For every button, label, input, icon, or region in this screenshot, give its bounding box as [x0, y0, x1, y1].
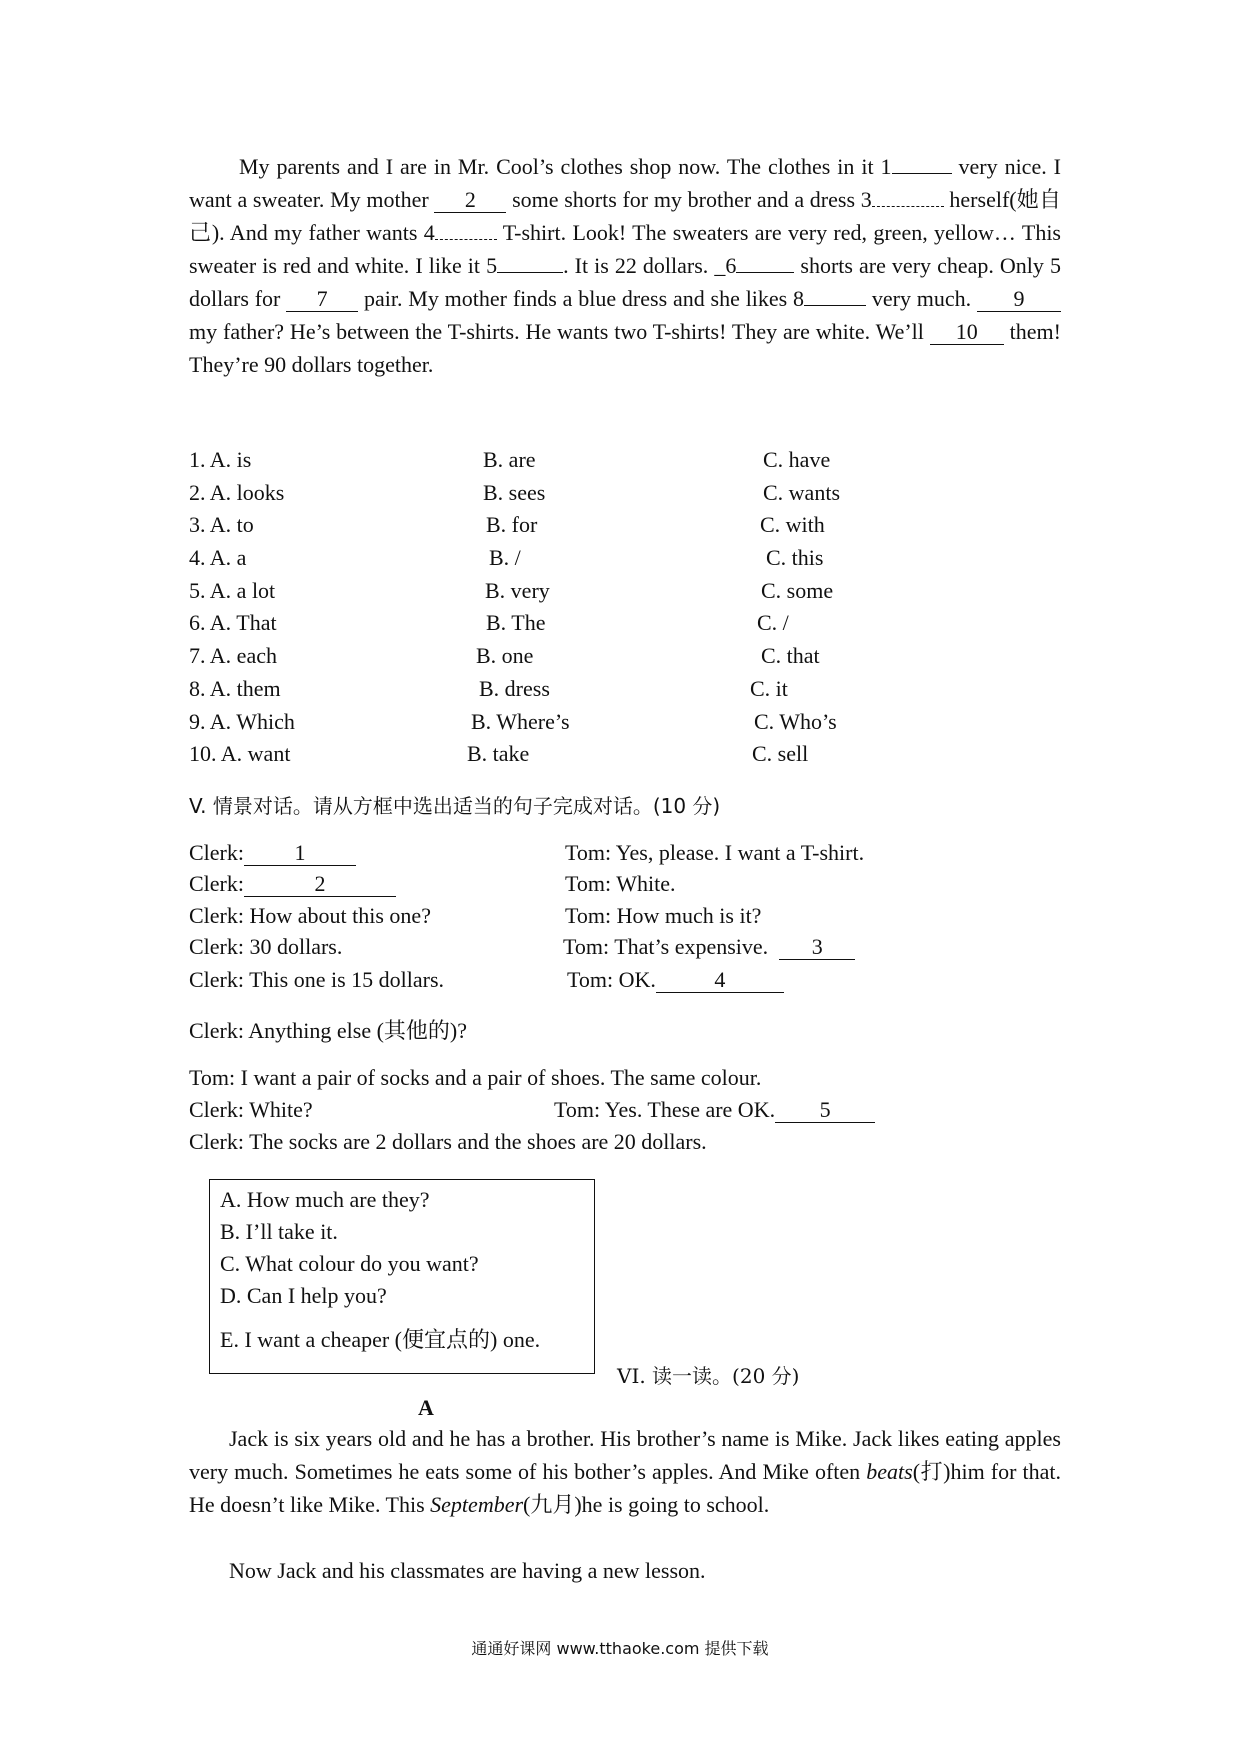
blank-5 [497, 272, 563, 273]
choice-c: C. What colour do you want? [220, 1251, 479, 1276]
dialogue-clerk-6: Clerk: Anything else (其他的)? [189, 1018, 468, 1043]
option-row: 7. A. each B. one C. that [189, 643, 820, 669]
reading-paragraph-1: Jack is six years old and he has a brother. His brother’s name is Mike. Jack likes eating apples very much. Sometimes he eats some of his bother’s apples. And Mike often beats(打)him for that. He doesn’t like Mike. This September(九月)he is going to school. [189, 1426, 1061, 1517]
dialogue-clerk-7: Clerk: White? [189, 1097, 313, 1122]
blank-3 [872, 206, 944, 207]
blank-9: 9 [977, 287, 1061, 312]
dialogue-blank-5: 5 [775, 1098, 875, 1123]
option-row: 9. A. Which B. Where’s C. Who’s [189, 708, 837, 734]
answer-choices-box [209, 1179, 595, 1374]
dialogue-blank-2: 2 [244, 872, 396, 897]
option-row: 1. A. is B. are C. have [189, 447, 831, 472]
dialogue-clerk-2: Clerk: 2 [189, 869, 396, 899]
dialogue-tom-3: Tom: How much is it? [565, 903, 762, 928]
choice-b: B. I’ll take it. [220, 1219, 338, 1244]
dialogue-clerk-5: Clerk: This one is 15 dollars. [189, 967, 445, 992]
choice-a: A. How much are they? [220, 1187, 430, 1212]
dialogue-blank-3: 3 [779, 935, 855, 960]
option-row: 5. A. a lot B. very C. some [189, 577, 834, 603]
page-footer: 通通好课网 www.tthaoke.com 提供下载 [471, 1639, 769, 1658]
dialogue-clerk-8: Clerk: The socks are 2 dollars and the shoes are 20 dollars. [189, 1129, 707, 1154]
dialogue-tom-6: Tom: I want a pair of socks and a pair of shoes. The same colour. [189, 1065, 762, 1090]
dialogue-tom-4: Tom: That’s expensive. 3 [563, 932, 855, 962]
reading-paragraph-2: Now Jack and his classmates are having a new lesson. [229, 1558, 706, 1583]
blank-10: 10 [930, 320, 1004, 345]
dialogue-clerk-3: Clerk: How about this one? [189, 903, 431, 928]
dialogue-clerk-1: Clerk: 1 [189, 838, 356, 868]
blank-6 [736, 272, 794, 273]
blank-2: 2 [434, 188, 506, 213]
choice-e: E. I want a cheaper (便宜点的) one. [220, 1327, 541, 1352]
blank-7: 7 [286, 287, 358, 312]
section-5-heading: V. 情景对话。请从方框中选出适当的句子完成对话。(10 分) [189, 794, 721, 818]
cloze-options [189, 444, 949, 771]
dialogue-blank-4: 4 [656, 968, 784, 993]
dialogue-tom-1: Tom: Yes, please. I want a T-shirt. [565, 840, 865, 865]
dialogue-tom-5: Tom: OK. 4 [567, 965, 784, 995]
blank-4 [435, 239, 497, 240]
passage-label: A [418, 1395, 434, 1420]
blank-1 [892, 173, 952, 174]
dialogue-clerk-4: Clerk: 30 dollars. [189, 934, 343, 959]
dialogue-blank-1: 1 [244, 841, 356, 866]
dialogue-tom-7: Tom: Yes. These are OK. 5 [554, 1095, 875, 1125]
option-row: 3. A. to B. for C. with [189, 512, 825, 538]
blank-8 [804, 305, 866, 306]
choice-d: D. Can I help you? [220, 1283, 387, 1308]
cloze-passage: My parents and I are in Mr. Cool’s clothes shop now. The clothes in it 1 very nice. I want a sweater. My mother 2 some shorts for my brother and a dress 3 herself(她自己). And my father wants 4 T-shirt. Look! The sweaters are very red, green, yellow… This sweater is red and white. I like it 5 . It is 22 dollars. _6 shorts are very cheap. Only 5 dollars for 7 pair. My mother finds a blue dress and she likes 8 very much. 9 my father? He’s between the T-shirts. He wants two T-shirts! They are white. We’ll 10 them! They’re 90 dollars together. [189, 154, 1061, 377]
dialogue-tom-2: Tom: White. [565, 871, 676, 896]
option-row: 10. A. want B. take C. sell [189, 741, 809, 767]
option-row: 8. A. them B. dress C. it [189, 675, 788, 701]
option-row: 6. A. That B. The C. / [189, 610, 789, 636]
option-row: 2. A. looks B. sees C. wants [189, 479, 840, 505]
section-6-heading: VI. 读一读。(20 分) [617, 1364, 800, 1388]
option-row: 4. A. a B. / C. this [189, 545, 824, 571]
